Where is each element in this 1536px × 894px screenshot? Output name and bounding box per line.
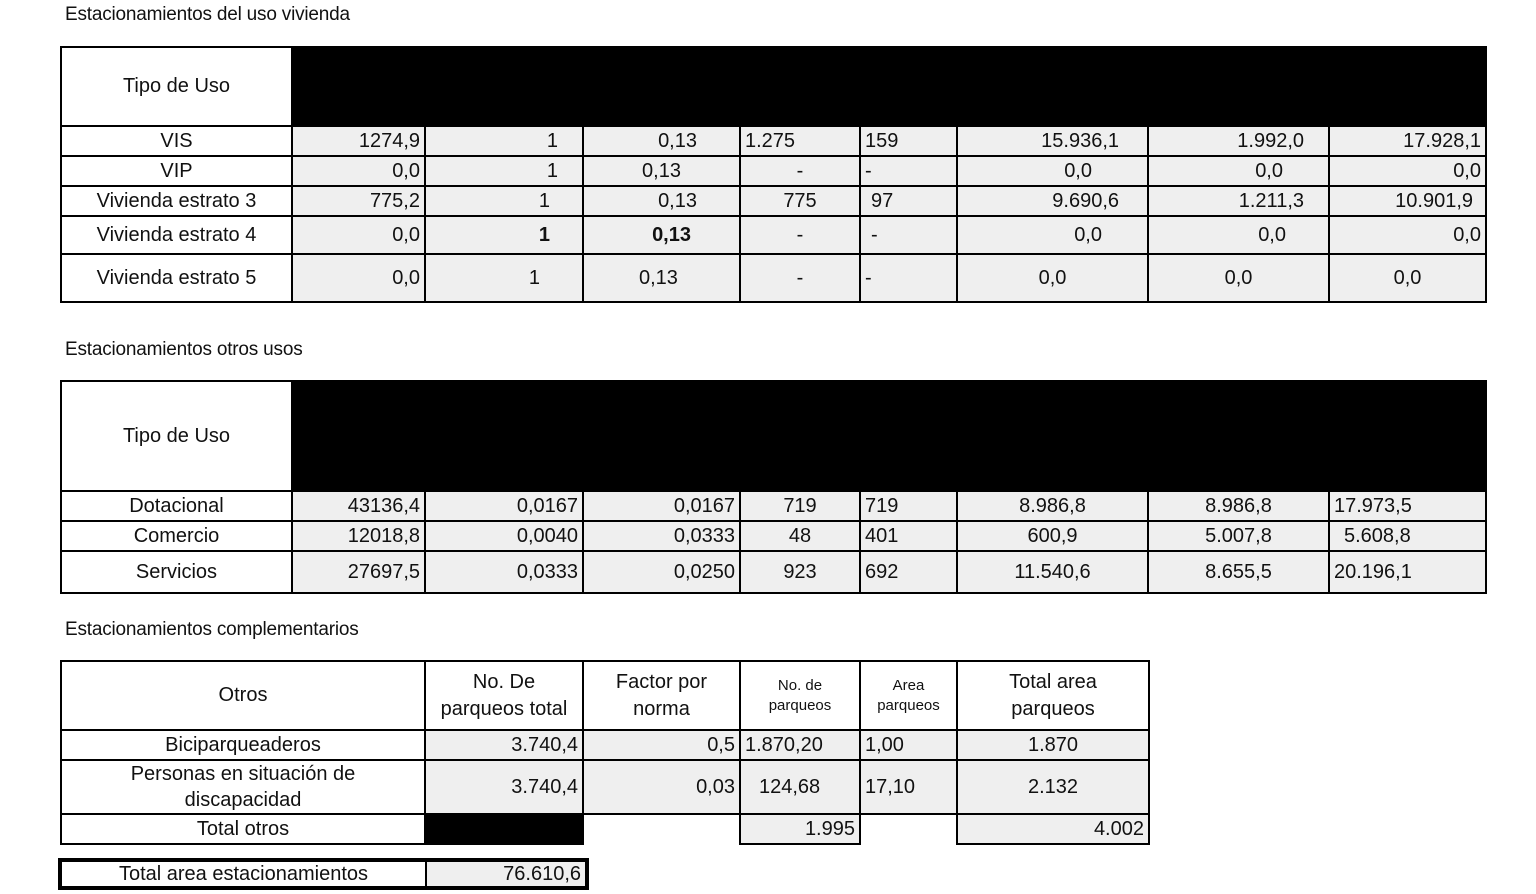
table-row [61,156,1486,186]
complementarios-table [60,660,1150,845]
section-title-complementarios: Estacionamientos complementarios [65,619,359,640]
cell: 17.973,5 [1329,491,1486,521]
cell: 1 [425,156,583,186]
cell: 0,5 [583,730,740,760]
header-line: parqueos total [440,697,568,720]
cell: 0,0333 [425,551,583,593]
cell: 1 [425,254,583,302]
cell: 1.275 [740,126,860,156]
cell: 159 [860,126,957,156]
cell: 0,0250 [583,551,740,593]
header-line: parqueos [877,696,940,714]
cell: 15.936,1 [957,126,1148,156]
cell: 1 [425,186,583,216]
row-label [61,760,425,814]
cell: - [740,254,860,302]
cell: 1 [425,126,583,156]
cell: - [860,254,957,302]
cell: 20.196,1 [1329,551,1486,593]
cell: 12018,8 [292,521,425,551]
cell: 0,13 [583,216,740,254]
table-row [61,186,1486,216]
cell: 1274,9 [292,126,425,156]
cell: 0,0333 [583,521,740,551]
cell: 0,0 [292,254,425,302]
cell: 1.870 [957,730,1149,760]
header-line: Factor por [615,670,708,693]
row-label: Dotacional [61,491,292,521]
cell: 0,0 [957,216,1148,254]
header-line: No. de [777,676,823,694]
cell: 0,03 [583,760,740,814]
row-label: Biciparqueaderos [61,730,425,760]
cell: 0,13 [583,126,740,156]
cell: 10.901,9 [1329,186,1486,216]
empty-cell [860,814,957,844]
section-title-vivienda: Estacionamientos del uso vivienda [65,4,350,25]
cell: 8.986,8 [957,491,1148,521]
row-label: VIP [61,156,292,186]
table-row [61,216,1486,254]
header-no-parqueos-total [425,661,583,730]
cell: 0,0167 [425,491,583,521]
cell: 8.986,8 [1148,491,1329,521]
cell: 9.690,6 [957,186,1148,216]
cell: 0,0 [292,216,425,254]
table-row [61,521,1486,551]
cell: 775 [740,186,860,216]
cell: 0,0 [1329,254,1486,302]
table-row [61,551,1486,593]
cell: 124,68 [740,760,860,814]
cell: 5.007,8 [1148,521,1329,551]
cell: 600,9 [957,521,1148,551]
row-label: Vivienda estrato 5 [61,254,292,302]
header-tipo-de-uso: Tipo de Uso [61,381,292,491]
otros-usos-table [60,380,1487,594]
cell: 923 [740,551,860,593]
empty-cell [583,814,740,844]
total-otros-label: Total otros [61,814,425,844]
cell: 0,0 [292,156,425,186]
cell: 1,00 [860,730,957,760]
cell: 0,0 [1148,254,1329,302]
row-label: Vivienda estrato 3 [61,186,292,216]
row-label: Comercio [61,521,292,551]
header-line: Area [892,676,925,694]
cell: 719 [740,491,860,521]
header-line: Total area [1009,670,1097,693]
cell: 0,0 [1148,216,1329,254]
header-line: parqueos [768,696,832,714]
cell: 11.540,6 [957,551,1148,593]
cell: 401 [860,521,957,551]
row-label-line: discapacidad [184,789,302,811]
table-row [61,760,1149,814]
cell: 0,0 [957,156,1148,186]
vivienda-table [60,46,1487,303]
cell: 0,0 [1329,216,1486,254]
cell: 97 [860,186,957,216]
cell: 775,2 [292,186,425,216]
total-no-parqueos: 1.995 [740,814,860,844]
cell: 719 [860,491,957,521]
cell: 27697,5 [292,551,425,593]
header-tipo-de-uso: Tipo de Uso [61,47,292,126]
header-total-area-parqueos [957,661,1149,730]
cell: 0,0 [1148,156,1329,186]
table-row [61,126,1486,156]
cell: 2.132 [957,760,1149,814]
row-label-line: Personas en situación de [130,763,356,785]
cell: 48 [740,521,860,551]
cell: 0,13 [583,156,740,186]
cell: 5.608,8 [1329,521,1486,551]
header-line: parqueos [1011,697,1095,720]
cell: - [860,156,957,186]
cell: - [860,216,957,254]
row-label: VIS [61,126,292,156]
table-row [61,491,1486,521]
grand-total-value: 76.610,6 [426,860,587,888]
cell: 0,0 [957,254,1148,302]
grand-total-table [58,858,589,890]
cell: 1.211,3 [1148,186,1329,216]
header-line: norma [633,697,690,720]
cell: 43136,4 [292,491,425,521]
cell: 17.928,1 [1329,126,1486,156]
cell: 0,13 [583,186,740,216]
header-line: No. De [472,670,536,693]
cell: 0,0167 [583,491,740,521]
cell: 3.740,4 [425,730,583,760]
cell: 17,10 [860,760,957,814]
cell: 692 [860,551,957,593]
table-row-total [61,814,1149,844]
cell: 3.740,4 [425,760,583,814]
header-otros: Otros [61,661,425,730]
table-row [61,254,1486,302]
grand-total-label: Total area estacionamientos [60,860,426,888]
header-factor-por-norma [583,661,740,730]
redacted-cell [425,814,583,844]
redacted-header-block [292,381,1486,491]
header-no-de-parqueos [740,661,860,730]
cell: 8.655,5 [1148,551,1329,593]
cell: 0,0040 [425,521,583,551]
row-label: Vivienda estrato 4 [61,216,292,254]
table-row [61,730,1149,760]
cell: - [740,156,860,186]
cell: 1 [425,216,583,254]
cell: 0,0 [1329,156,1486,186]
section-title-otros: Estacionamientos otros usos [65,339,303,360]
row-label: Servicios [61,551,292,593]
redacted-header-block [292,47,1486,126]
cell: 0,13 [583,254,740,302]
cell: 1.870,20 [740,730,860,760]
total-area-parqueos: 4.002 [957,814,1149,844]
header-area-parqueos [860,661,957,730]
cell: - [740,216,860,254]
cell: 1.992,0 [1148,126,1329,156]
